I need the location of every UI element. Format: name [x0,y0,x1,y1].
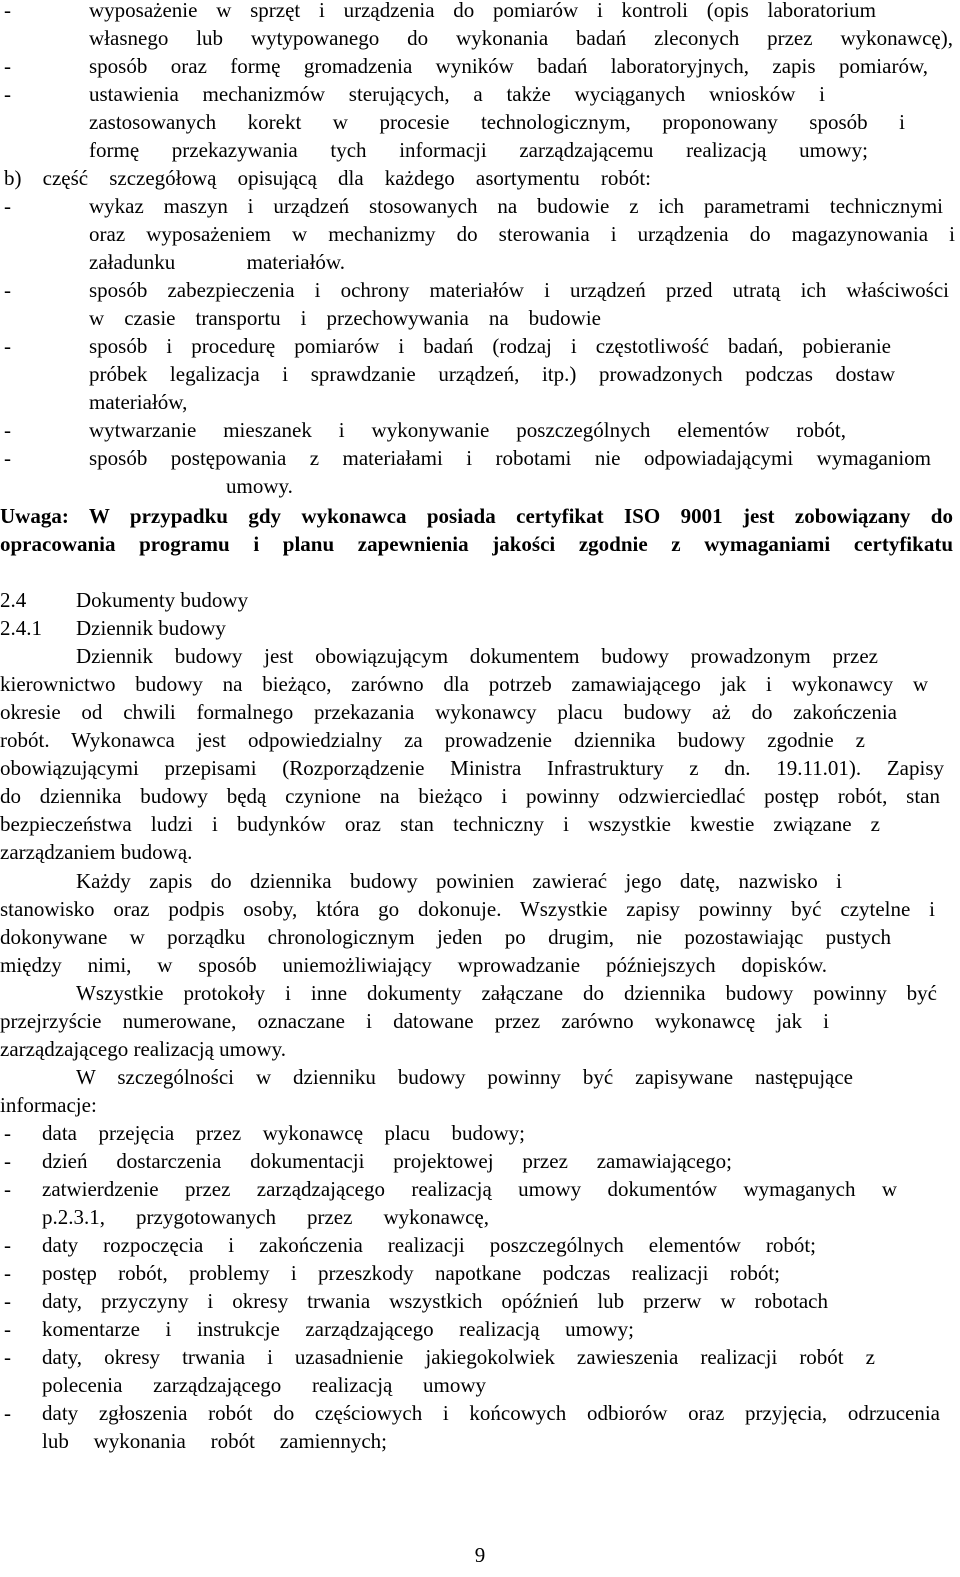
list-marker: - [4,1149,11,1173]
list-item-line: komentarze i instrukcje zarządzającego realizacją umowy; [42,1317,634,1341]
paragraph-line: kierownictwo budowy na bieżąco, zarówno dla potrzeb zamawiającego jak i wykonawcy w [0,672,928,696]
paragraph-line: Wszystkie protokoły i inne dokumenty załączane do dziennika budowy powinny być [76,981,937,1005]
list-marker: - [4,1289,11,1313]
list-item-line: formę przekazywania tych informacji zarządzającemu realizacją umowy; [89,138,868,162]
list-item-line: postęp robót, problemy i przeszkody napotkane podczas realizacji robót; [42,1261,780,1285]
list-marker: - [4,1233,11,1257]
list-item-line: daty, okresy trwania i uzasadnienie jakiegokolwiek zawieszenia realizacji robót z [42,1345,875,1369]
paragraph-line: robót. Wykonawca jest odpowiedzialny za prowadzenie dziennika budowy zgodnie z [0,728,865,752]
list-item-line: polecenia zarządzającego realizacją umowy [42,1373,486,1397]
list-marker: - [4,1121,11,1145]
paragraph-line: do dziennika budowy będą czynione na bieżąco i powinny odzwierciedlać postęp robót, stan [0,784,940,808]
list-marker: - [4,278,11,302]
list-item-line: sposób oraz formę gromadzenia wyników badań laboratoryjnych, zapis pomiarów, [89,54,928,78]
page-number: 9 [474,1543,486,1567]
list-item-line: dzień dostarczenia dokumentacji projektowej przez zamawiającego; [42,1149,732,1173]
note-line: Uwaga: W przypadku gdy wykonawca posiada certyfikat ISO 9001 jest zobowiązany do [0,504,953,528]
list-marker: - [4,1261,11,1285]
paragraph-line: obowiązującymi przepisami (Rozporządzenie Ministra Infrastruktury z dn. 19.11.01). Zapisy [0,756,944,780]
list-marker: - [4,446,11,470]
section-title: Dziennik budowy [76,616,226,640]
list-item-line: oraz wyposażeniem w mechanizmy do sterowania i urządzenia do magazynowania i [89,222,955,246]
section-number: 2.4.1 [0,616,42,640]
paragraph-line: W szczególności w dzienniku budowy powinny być zapisywane następujące [76,1065,853,1089]
list-marker: - [4,418,11,442]
paragraph-line: Dziennik budowy jest obowiązującym dokumentem budowy prowadzonym przez [76,644,878,668]
paragraph-line: zarządzaniem budową. [0,840,193,864]
list-item-line: zatwierdzenie przez zarządzającego realizacją umowy dokumentów wymaganych w [42,1177,897,1201]
list-item-line: lub wykonania robót zamiennych; [42,1429,387,1453]
paragraph-line: dokonywane w porządku chronologicznym jeden po drugim, nie pozostawiając pustych [0,925,891,949]
list-item-line: wyposażenie w sprzęt i urządzenia do pomiarów i kontroli (opis laboratorium [89,0,876,22]
list-item-line: materiałów, [89,390,188,414]
list-item-line: wykaz maszyn i urządzeń stosowanych na budowie z ich parametrami technicznymi [89,194,943,218]
list-marker: - [4,82,11,106]
list-marker: - [4,1317,11,1341]
paragraph-line: okresie od chwili formalnego przekazania wykonawcy placu budowy aż do zakończenia [0,700,897,724]
list-item-line: sposób zabezpieczenia i ochrony materiałów i urządzeń przed utratą ich właściwości [89,278,949,302]
list-item-line: własnego lub wytypowanego do wykonania badań zleconych przez wykonawcę), [89,26,953,50]
paragraph-line: przejrzyście numerowane, oznaczane i datowane przez zarówno wykonawcę jak i [0,1009,829,1033]
section-title: Dokumenty budowy [76,588,249,612]
list-item-line: p.2.3.1, przygotowanych przez wykonawcę, [42,1205,489,1229]
list-item-line: sposób postępowania z materiałami i robotami nie odpowiadającymi wymaganiom [89,446,931,470]
list-marker: - [4,1401,11,1425]
list-item-line: umowy. [226,474,293,498]
list-item-line: daty zgłoszenia robót do częściowych i końcowych odbiorów oraz przyjęcia, odrzucenia [42,1401,940,1425]
list-item-line: ustawienia mechanizmów sterujących, a także wyciąganych wniosków i [89,82,825,106]
paragraph-line: zarządzającego realizacją umowy. [0,1037,287,1061]
paragraph-line: między nimi, w sposób uniemożliwiający wprowadzanie późniejszych dopisków. [0,953,827,977]
list-marker: - [4,0,11,22]
list-item-line: daty rozpoczęcia i zakończenia realizacji poszczególnych elementów robót; [42,1233,816,1257]
list-item-line: daty, przyczyny i okresy trwania wszystkich opóźnień lub przerw w robotach [42,1289,828,1313]
list-marker: - [4,54,11,78]
note-line: opracowania programu i planu zapewnienia jakości zgodnie z wymaganiami certyfikatu [0,532,953,556]
list-item-line: zastosowanych korekt w procesie technologicznym, proponowany sposób i [89,110,905,134]
list-item-line: wytwarzanie mieszanek i wykonywanie poszczególnych elementów robót, [89,418,846,442]
paragraph-line: bezpieczeństwa ludzi i budynków oraz stan techniczny i wszystkie kwestie związane z [0,812,880,836]
list-item-line: w czasie transportu i przechowywania na budowie [89,306,601,330]
paragraph-line: stanowisko oraz podpis osoby, która go dokonuje. Wszystkie zapisy powinny być czytelne i [0,897,935,921]
list-marker: - [4,1345,11,1369]
list-marker: - [4,194,11,218]
part-b-heading: b) część szczegółową opisującą dla każdego asortymentu robót: [4,166,651,190]
paragraph-line: Każdy zapis do dziennika budowy powinien zawierać jego datę, nazwisko i [76,869,842,893]
list-item-line: data przejęcia przez wykonawcę placu budowy; [42,1121,525,1145]
list-marker: - [4,1177,11,1201]
list-item-line: załadunku materiałów. [89,250,345,274]
list-marker: - [4,334,11,358]
section-number: 2.4 [0,588,27,612]
paragraph-line: informacje: [0,1093,97,1117]
list-item-line: próbek legalizacja i sprawdzanie urządzeń, itp.) prowadzonych podczas dostaw [89,362,895,386]
list-item-line: sposób i procedurę pomiarów i badań (rodzaj i częstotliwość badań, pobieranie [89,334,891,358]
